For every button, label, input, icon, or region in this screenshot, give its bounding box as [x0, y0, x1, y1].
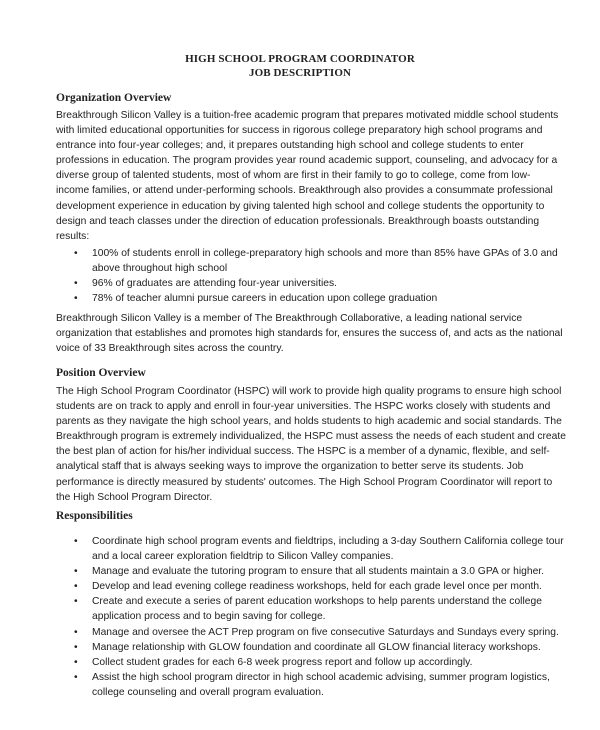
- bullet-line: • Coordinate high school program events and fieldtrips, including a 3-day Southern California college tour: [92, 536, 564, 547]
- list-item: [0, 291, 600, 306]
- list-item: [0, 246, 600, 276]
- bullet-line: and a local career exploration fieldtrip to Silicon Valley companies.: [92, 551, 394, 563]
- paragraph-line: analytical staff that is always seeking ways to improve the organization to better serve its students. Job: [56, 461, 524, 473]
- list-item: [0, 670, 600, 700]
- bullet-line: application process and to begin saving for college.: [92, 611, 326, 623]
- organization-overview-paragraph: [56, 108, 559, 244]
- position-overview-heading: Position Overview: [56, 367, 146, 379]
- list-item: [0, 276, 600, 291]
- document-title-line2: JOB DESCRIPTION: [248, 67, 352, 79]
- bullet-line: • 100% of students enroll in college-preparatory high schools and more than 85% have GPAs of 3.0 and: [92, 248, 558, 259]
- paragraph-line: Breakthrough Silicon Valley is a tuition-free academic program that prepares motivated middle school students: [56, 110, 559, 121]
- list-item: [0, 594, 600, 624]
- bullet-line: • 96% of graduates are attending four-year universities.: [92, 278, 337, 290]
- paragraph-line: development experience in education by giving talented high school and college students the opportunity to: [56, 200, 545, 212]
- paragraph-line: diverse group of talented students, most of whom are first in their family to go to college, come from low-: [56, 170, 531, 182]
- list-item: [0, 579, 600, 594]
- paragraph-line: performance is directly measured by students' outcomes. The High School Program Coordinator will report to: [56, 476, 553, 488]
- list-item: [0, 625, 600, 640]
- paragraph-line: voice of 33 Breakthrough sites across the country.: [56, 343, 284, 355]
- paragraph-line: Breakthrough Silicon Valley is a member of The Breakthrough Collaborative, a leading national service: [56, 313, 523, 324]
- paragraph-line: Breakthrough program is extremely individualized, the HSPC must assess the needs of each student and create: [56, 431, 566, 443]
- list-item: [0, 534, 600, 564]
- paragraph-line: students are on track to apply and enroll in four-year universities. The HSPC works closely with students and: [56, 401, 551, 413]
- list-item: [0, 640, 600, 655]
- responsibilities-bullet-list: [0, 534, 600, 700]
- paragraph-line: professions in education. The program provides year round academic support, counseling, and advocacy for a: [56, 155, 558, 167]
- list-item: [0, 655, 600, 670]
- responsibilities-heading: Responsibilities: [56, 510, 133, 522]
- document-title-line1: HIGH SCHOOL PROGRAM COORDINATOR: [185, 53, 415, 65]
- bullet-line: • Manage and oversee the ACT Prep program on five consecutive Saturdays and Sundays every spring.: [92, 626, 559, 638]
- bullet-line: • Assist the high school program director in high school academic advising, summer program logistics,: [92, 671, 550, 683]
- paragraph-line: with limited educational opportunities for success in rigorous college preparatory high school programs and: [56, 125, 543, 137]
- organization-overview-heading: Organization Overview: [56, 92, 172, 104]
- bullet-line: • Manage relationship with GLOW foundation and coordinate all GLOW financial literacy workshops.: [92, 641, 541, 653]
- position-overview-paragraph: [56, 384, 566, 505]
- paragraph-line: results:: [56, 230, 90, 242]
- bullet-line: • 78% of teacher alumni pursue careers in education upon college graduation: [92, 293, 438, 305]
- bullet-line: college counseling and overall program evaluation.: [92, 686, 324, 698]
- bullet-line: • Manage and evaluate the tutoring program to ensure that all students maintain a 3.0 GPA or higher.: [92, 566, 545, 578]
- bullet-line: • Create and execute a series of parent education workshops to help parents understand the college: [92, 596, 542, 608]
- paragraph-line: parents as they navigate the high school years, and holds students to high academic and social standards. The: [56, 416, 562, 428]
- paragraph-line: design and teach classes under the direction of education professionals. Breakthrough boasts outstanding: [56, 215, 540, 227]
- results-bullet-list: [0, 246, 600, 306]
- paragraph-line: income families, or attend under-performing schools. Breakthrough also provides a consummate professional: [56, 185, 553, 197]
- list-item: [0, 564, 600, 579]
- bullet-line: above throughout high school: [92, 263, 228, 275]
- paragraph-line: the High School Program Director.: [56, 491, 213, 503]
- collaborative-paragraph: [56, 311, 563, 356]
- paragraph-line: entrance into four-year colleges; and, it prepares outstanding high school and college students to enter: [56, 140, 524, 152]
- bullet-line: • Collect student grades for each 6-8 week progress report and follow up accordingly.: [92, 656, 473, 668]
- paragraph-line: the best plan of action for his/her individual success. The HSPC is a member of a dynamic, flexible, and self-: [56, 446, 550, 458]
- paragraph-line: organization that establishes and promotes high standards for, ensures the success of, and acts as the national: [56, 328, 563, 340]
- paragraph-line: The High School Program Coordinator (HSPC) will work to provide high quality programs to ensure high school: [56, 386, 562, 397]
- bullet-line: • Develop and lead evening college readiness workshops, held for each grade level once per month.: [92, 581, 542, 593]
